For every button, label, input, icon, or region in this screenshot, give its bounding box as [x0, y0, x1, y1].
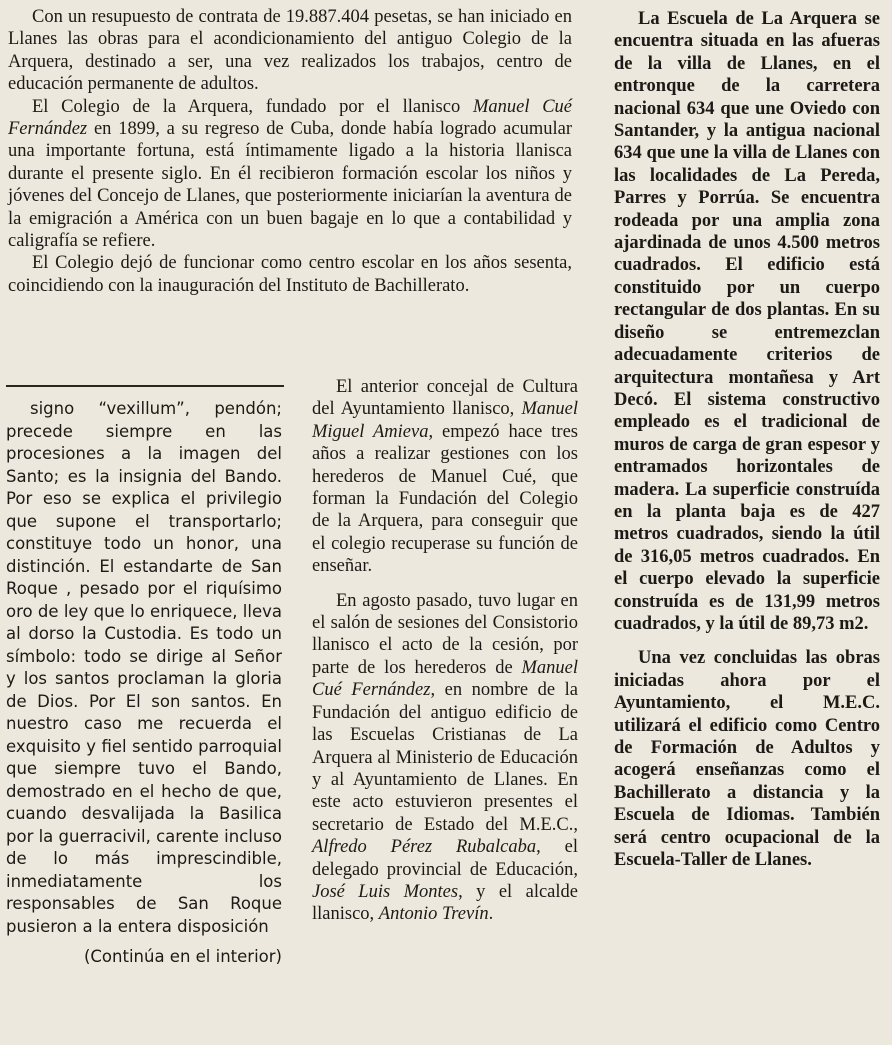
paragraph: El anterior concejal de Cultura del Ayuntamiento llanisco, Manuel Miguel Amieva, empezó hace tres años a realizar gestiones con los herederos de Manuel Cué, que forman la Fundación del Colegio de la Arquera, para conseguir que el colegio recuperase su función de enseñar. [312, 377, 578, 577]
paragraph: Una vez concluidas las obras iniciadas ahora por el Ayuntamiento, el M.E.C. utilizará el edificio como Centro de Formación de Adultos y acogerá enseñanzas como el Bachillerato a distancia y la Escuela de Idiomas. También será centro ocupacional de la Escuela-Taller de Llanes. [614, 648, 880, 871]
paragraph: El Colegio de la Arquera, fundado por el llanisco Manuel Cué Fernández en 1899, a su regreso de Cuba, donde había logrado acumular una importante fortuna, está íntimamente ligado a la historia llanisca durante el presente siglo. En él recibieron formación escolar los niños y jóvenes del Concejo de Llanes, que posteriormente iniciarían la aventura de la emigración a América con un buen bagaje en lo que a contabilidad y caligrafía se refiere. [8, 96, 573, 252]
article-right-column [614, 8, 880, 871]
paragraph: Con un resupuesto de contrata de 19.887.404 pesetas, se han iniciado en Llanes las obras para el acondicionamiento del antiguo Colegio de la Arquera, destinado a ser, una vez realizados los trabajos, centro de educación permanente de adultos. [8, 7, 572, 95]
article-middle-column [312, 376, 578, 926]
paragraph: signo “vexillum”, pendón; precede siempre en las procesiones a la imagen del Santo; es la insignia del Bando. Por eso se explica el privilegio que supone el transportarlo; constituye todo un honor, una distinción. El estandarte de San Roque , pesado por el riquísimo oro de ley que lo enriquece, lleva al dorso la Custodia. Es todo un símbolo: todo se dirige al Señor y los santos proclaman la gloria de Dios. Por El son santos. En nuestro caso me recuerda el exquisito y fiel sentido parroquial que siempre tuvo el Bando, demostrado en el hecho de que, cuando desvalijada la Basilica por la guerracivil, carente incluso de lo más imprescindible, inmediatamente los responsables de San Roque pusieron a la entera disposición [6, 399, 283, 936]
italic-name: José Luis Montes [312, 881, 459, 902]
article-left-column [6, 398, 282, 969]
italic-name: Alfredo Pérez Rubalcaba [312, 837, 537, 858]
paragraph: El Colegio dejó de funcionar como centro escolar en los años sesenta, coincidiendo con la inauguración del Instituto de Bachillerato. [8, 253, 572, 296]
italic-name: Manuel Miguel Amieva [312, 399, 578, 442]
italic-name: Manuel Cué Fernández [312, 657, 578, 701]
paragraph: En agosto pasado, tuvo lugar en el salón de sesiones del Consistorio llanisco el acto de la cesión, por parte de los herederos de Manuel Cué Fernández, en nombre de la Fundación del antiguo edificio de las Escuelas Cristianas de La Arquera al Ministerio de Educación y al Ayuntamiento de Llanes. En este acto estuvieron presentes el secretario de Estado del M.E.C., Alfredo Pérez Rubalcaba, el delegado provincial de Educación, José Luis Montes, y el alcalde llanisco, Antonio Trevín. [312, 590, 578, 925]
paragraph: La Escuela de La Arquera se encuentra situada en las afueras de la villa de Llanes, en el entronque de la carretera nacional 634 que une Oviedo con Santander, y la antigua nacional 634 que une la villa de Llanes con las localidades de La Pereda, Parres y Porrúa. Se encuentra rodeada por una amplia zona ajardinada de unos 4.500 metros cuadrados. El edificio está constituido por un cuerpo rectangular de dos plantas. En su diseño se entremezclan adecuadamente criterios de arquitectura montañesa y Art Decó. El sistema constructivo empleado es el tradicional de muros de carga de gran espesor y entramados horizontales de madera. La superficie construída en la planta baja es de 427 metros cuadrados, siendo la útil de 316,05 metros cuadrados. En el cuerpo elevado la superficie construída es de 131,99 metros cuadrados, y la útil de 89,73 m2. [614, 9, 880, 634]
section-divider-rule [6, 385, 284, 387]
italic-name: Manuel Cué Fernández [8, 96, 573, 140]
continuation-note: (Continúa en el interior) [83, 947, 282, 966]
italic-name: Antonio Trevín [378, 904, 489, 925]
article-top-text [8, 6, 572, 297]
